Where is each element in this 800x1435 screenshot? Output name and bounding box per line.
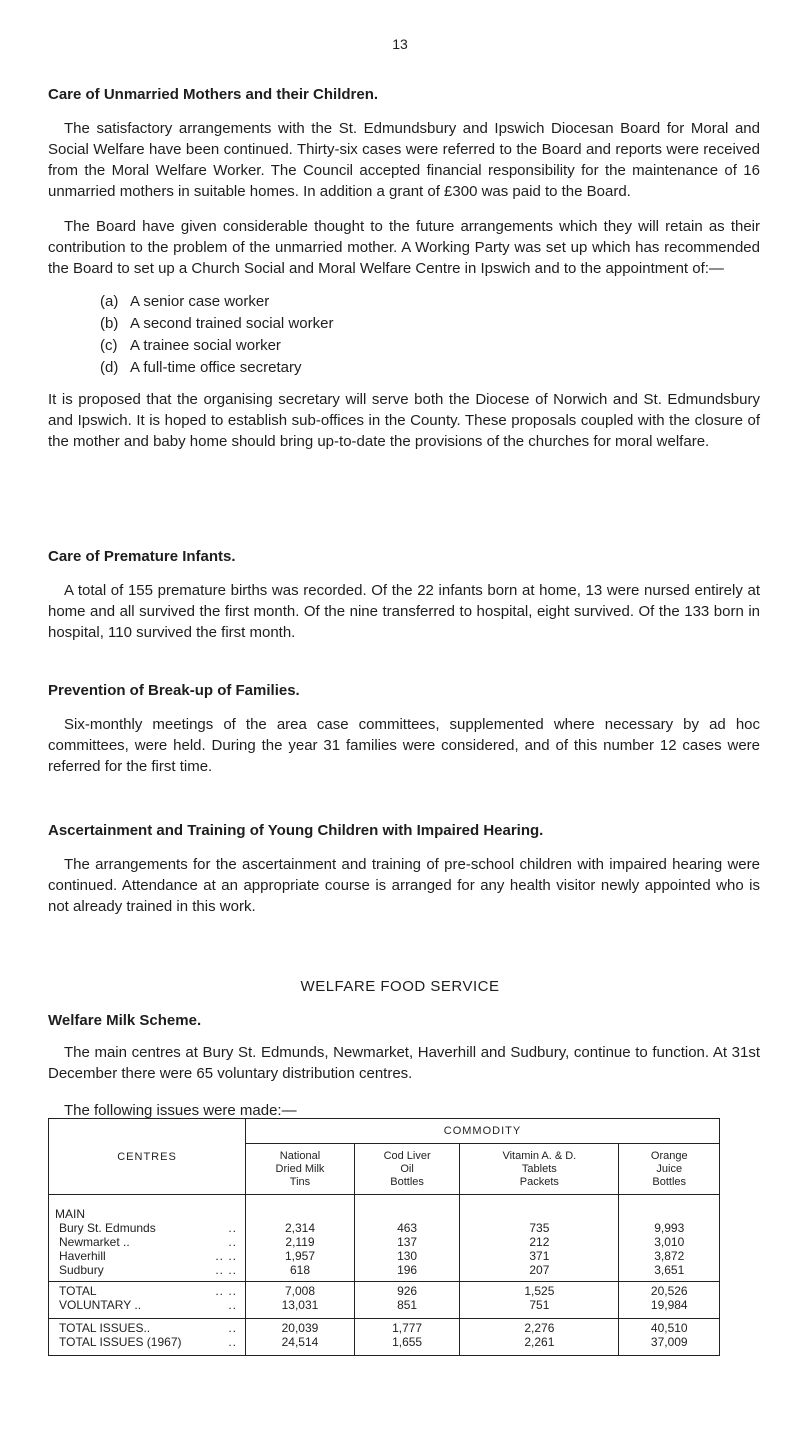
- cell-value: 7,008: [284, 1284, 315, 1298]
- table-row-label: [55, 1298, 239, 1312]
- welfare-food-service-title: WELFARE FOOD SERVICE: [300, 978, 500, 995]
- centre-name: Sudbury: [59, 1263, 104, 1277]
- column-header: [460, 1144, 619, 1195]
- paragraph: The following issues were made:—: [64, 1102, 297, 1119]
- section-heading: Care of Unmarried Mothers and their Children.: [48, 86, 379, 103]
- value-cell: [354, 1319, 459, 1356]
- cell-value: 207: [529, 1263, 550, 1277]
- value-cell: [354, 1282, 459, 1319]
- cell-value: 212: [529, 1235, 550, 1249]
- column-header-line: Packets: [519, 1176, 559, 1188]
- column-header-line: National: [279, 1150, 321, 1162]
- column-header-line: Orange: [650, 1150, 688, 1162]
- list-text: A trainee social worker: [130, 337, 281, 354]
- value-cell: [246, 1195, 355, 1282]
- cell-value: 2,276: [524, 1321, 555, 1335]
- cell-value: 735: [529, 1221, 550, 1235]
- section-welfare-milk-scheme: [48, 1012, 760, 1121]
- value-cell: [354, 1195, 459, 1282]
- table-row-label: [55, 1235, 239, 1249]
- list-text: A senior case worker: [130, 293, 270, 310]
- leader-dots: .. ..: [215, 1249, 237, 1263]
- table-row-label: [55, 1263, 239, 1277]
- cell-value: 2,261: [524, 1335, 555, 1349]
- paragraph: The main centres at Bury St. Edmunds, Newmarket, Haverhill and Sudbury, continue to function. At 31st December there were 65 voluntary distribution centres.: [48, 1044, 760, 1082]
- cell-value: 851: [397, 1298, 418, 1312]
- value-cell: [460, 1319, 619, 1356]
- cell-value: 20,526: [650, 1284, 688, 1298]
- cell-value: 1,777: [392, 1321, 423, 1335]
- column-header-line: Bottles: [390, 1176, 424, 1188]
- cell-value: 926: [397, 1284, 418, 1298]
- section-break-up-of-families: [48, 682, 760, 777]
- centre-name: TOTAL ISSUES (1967): [59, 1335, 182, 1349]
- column-header-line: Juice: [656, 1163, 683, 1175]
- page-number: 13: [392, 36, 408, 52]
- cell-value: 130: [397, 1249, 418, 1263]
- leader-dots: ..: [228, 1298, 237, 1312]
- table-row-label: [55, 1249, 239, 1263]
- centre-name: TOTAL: [59, 1284, 97, 1298]
- cell-value: 371: [529, 1249, 550, 1263]
- cell-value: 24,514: [281, 1335, 319, 1349]
- list-text: A full-time office secretary: [130, 359, 302, 376]
- column-header-line: Tablets: [521, 1163, 557, 1175]
- cell-value: 40,510: [650, 1321, 688, 1335]
- cell-value: 3,651: [654, 1263, 685, 1277]
- commodity-header: COMMODITY: [246, 1119, 720, 1144]
- value-cell: [460, 1195, 619, 1282]
- section-premature-infants: [48, 548, 760, 643]
- section-heading: Ascertainment and Training of Young Children with Impaired Hearing.: [48, 822, 544, 839]
- paragraph: The arrangements for the ascertainment and training of pre-school children with impaired hearing were continued. Attendance at an appropriate course is arranged for any health visitor newly appointed who is not already trained in this work.: [48, 856, 760, 915]
- cell-value: 2,314: [284, 1221, 315, 1235]
- cell-value: 37,009: [650, 1335, 688, 1349]
- cell-value: 751: [529, 1298, 550, 1312]
- main-label: MAIN: [55, 1207, 85, 1221]
- cell-value: 196: [397, 1263, 418, 1277]
- table-row-label: [55, 1321, 239, 1335]
- cell-value: 1,525: [524, 1284, 555, 1298]
- centre-name: Newmarket ..: [59, 1235, 130, 1249]
- value-cell: [619, 1195, 720, 1282]
- table-row-label: [55, 1221, 239, 1235]
- column-header-line: Bottles: [652, 1176, 687, 1188]
- list-label: (a): [100, 293, 119, 310]
- table-block-totals: [49, 1282, 720, 1319]
- column-header-line: Cod Liver: [383, 1150, 431, 1162]
- cell-value: 19,984: [650, 1298, 688, 1312]
- cell-value: 618: [289, 1263, 310, 1277]
- column-header-line: Vitamin A. & D.: [502, 1150, 577, 1162]
- centres-cell: [49, 1195, 246, 1282]
- paragraph: Six-monthly meetings of the area case committees, supplemented where necessary by ad hoc committees, were held. During the year 31 families were considered, and of this number 12 cases were referred for the first time.: [48, 716, 760, 775]
- leader-dots: ..: [228, 1235, 237, 1249]
- centre-name: Bury St. Edmunds: [59, 1221, 156, 1235]
- value-cell: [246, 1319, 355, 1356]
- value-cell: [619, 1282, 720, 1319]
- column-header: [619, 1144, 720, 1195]
- column-header-line: Dried Milk: [275, 1163, 325, 1175]
- section-unmarried-mothers: [48, 86, 760, 452]
- cell-value: 137: [397, 1235, 418, 1249]
- column-header-line: Tins: [289, 1176, 311, 1188]
- column-header: [246, 1144, 355, 1195]
- paragraph: A total of 155 premature births was recorded. Of the 22 infants born at home, 13 were nursed entirely at home and all survived the first month. Of the nine transferred to hospital, eight survived. Of the 133 born in hospital, 110 survived the first month.: [48, 582, 760, 641]
- table-row-label: [55, 1284, 239, 1298]
- table-block-total-issues: [49, 1319, 720, 1356]
- issues-table: [48, 1118, 720, 1356]
- cell-value: 3,010: [654, 1235, 685, 1249]
- centre-name: TOTAL ISSUES..: [59, 1321, 151, 1335]
- cell-value: 463: [397, 1221, 418, 1235]
- cell-value: 13,031: [281, 1298, 319, 1312]
- cell-value: 1,957: [284, 1249, 315, 1263]
- cell-value: 1,655: [392, 1335, 423, 1349]
- paragraph: The satisfactory arrangements with the St. Edmundsbury and Ipswich Diocesan Board for Moral and Social Welfare have been continued. Thirty-six cases were referred to the Board and reports were received from the Moral Welfare Worker. The Council accepted financial responsibility for the maintenance of 16 unmarried mothers in suitable homes. In addition a grant of £300 was paid to the Board.: [48, 120, 760, 200]
- cell-value: 2,119: [285, 1235, 315, 1249]
- section-heading: Welfare Milk Scheme.: [48, 1012, 202, 1029]
- value-cell: [460, 1282, 619, 1319]
- centres-cell: [49, 1319, 246, 1356]
- appointment-list: [100, 291, 760, 379]
- cell-value: 20,039: [281, 1321, 319, 1335]
- table-block-main: [49, 1195, 720, 1282]
- list-item: [100, 335, 760, 357]
- value-cell: [619, 1319, 720, 1356]
- value-cell: [246, 1282, 355, 1319]
- leader-dots: .. ..: [215, 1284, 237, 1298]
- list-label: (b): [100, 315, 119, 332]
- list-item: [100, 313, 760, 335]
- centre-name: Haverhill: [59, 1249, 106, 1263]
- section-heading: Care of Premature Infants.: [48, 548, 236, 565]
- leader-dots: .. ..: [215, 1263, 237, 1277]
- list-label: (d): [100, 359, 119, 376]
- section-heading: Prevention of Break-up of Families.: [48, 682, 300, 699]
- column-header: [354, 1144, 459, 1195]
- centre-name: VOLUNTARY ..: [59, 1298, 142, 1312]
- list-item: [100, 291, 760, 313]
- paragraph: It is proposed that the organising secretary will serve both the Diocese of Norwich and St. Edmundsbury and Ipswich. It is hoped to establish sub-offices in the County. These proposals coupled with the closure of the mother and baby home should bring up-to-date the provisions of the churches for moral welfare.: [48, 391, 760, 450]
- leader-dots: ..: [228, 1221, 237, 1235]
- centres-header: CENTRES: [49, 1119, 246, 1195]
- centres-cell: [49, 1282, 246, 1319]
- cell-value: 9,993: [654, 1221, 685, 1235]
- leader-dots: ..: [228, 1335, 237, 1349]
- list-label: (c): [100, 337, 118, 354]
- cell-value: 3,872: [654, 1249, 685, 1263]
- list-text: A second trained social worker: [130, 315, 334, 332]
- list-item: [100, 357, 760, 379]
- table-row-label: [55, 1335, 239, 1349]
- leader-dots: ..: [228, 1321, 237, 1335]
- section-impaired-hearing: [48, 822, 760, 917]
- paragraph: The Board have given considerable thought to the future arrangements which they will retain as their contribution to the problem of the unmarried mother. A Working Party was set up which has recommended the Board to set up a Church Social and Moral Welfare Centre in Ipswich and to the appointment of:—: [48, 218, 760, 277]
- column-header-line: Oil: [400, 1163, 414, 1175]
